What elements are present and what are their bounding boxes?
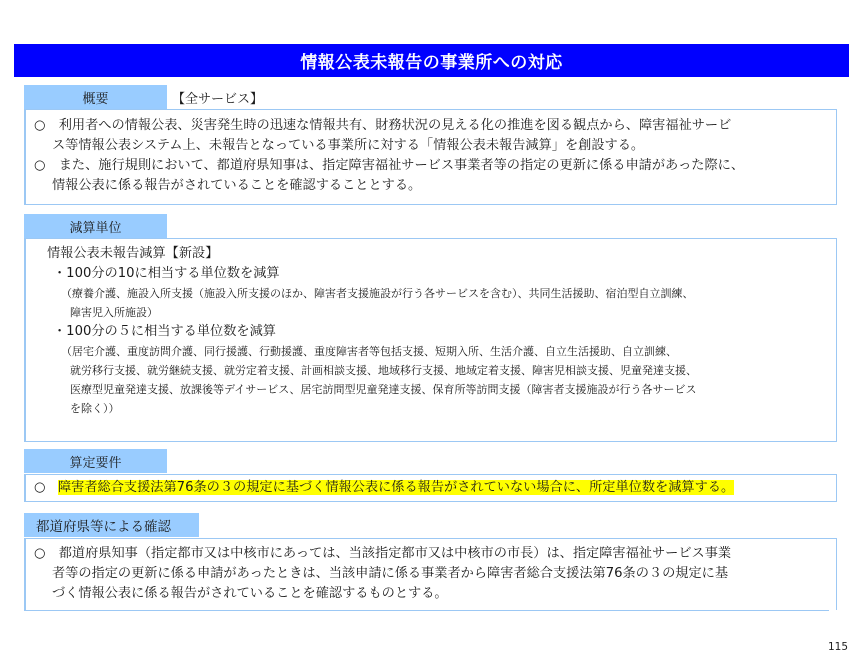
section-tab-requirements: 算定要件 xyxy=(24,449,167,473)
reduction-unit-box xyxy=(24,238,837,442)
reduction-item2-line: （居宅介護、重度訪問介護、同行援護、行動援護、重度障害者等包括支援、短期入所、生活介護、自立生活援助、自立訓練、 xyxy=(61,345,677,358)
prefecture-check-box xyxy=(24,538,837,610)
page-number: 115 xyxy=(827,641,848,653)
reduction-item2-title: ・100分の５に相当する単位数を減算 xyxy=(53,324,276,339)
section-tab-overview: 概要 xyxy=(24,85,167,109)
prefecture-check-line: ○ 都道府県知事（指定都市又は中核市にあっては、当該指定都市又は中核市の市長）は、指定障害福祉サービス事業 xyxy=(34,546,732,561)
section-tab-reduction-unit: 減算単位 xyxy=(24,214,167,238)
requirements-text: 障害者総合支援法第76条の３の規定に基づく情報公表に係る報告がされていない場合に、所定単位数を減算する。 xyxy=(58,480,735,495)
prefecture-check-line: づく情報公表に係る報告がされていることを確認するものとする。 xyxy=(52,586,448,601)
bullet-circle: ○ xyxy=(34,480,46,495)
overview-box xyxy=(24,109,837,205)
section-tab-prefecture-check: 都道府県等による確認 xyxy=(24,513,199,537)
prefecture-box-bottom-border xyxy=(24,610,829,611)
overview-line: ○ 利用者への情報公表、災害発生時の迅速な情報共有、財務状況の見える化の推進を図る観点から、障害福祉サービ xyxy=(34,118,732,133)
overview-line: 情報公表に係る報告がされていることを確認することとする。 xyxy=(52,178,422,193)
reduction-item1-line: 障害児入所施設） xyxy=(70,306,158,319)
overview-line: ス等情報公表システム上、未報告となっている事業所に対する「情報公表未報告減算」を創設する。 xyxy=(52,138,645,153)
reduction-item1-line: （療養介護、施設入所支援（施設入所支援のほか、障害者支援施設が行う各サービスを含む）、共同生活援助、宿泊型自立訓練、 xyxy=(61,287,694,300)
page-title: 情報公表未報告の事業所への対応 xyxy=(14,44,849,77)
reduction-item2-line: を除く）） xyxy=(70,402,120,415)
scope-label: 【全サービス】 xyxy=(172,92,264,107)
reduction-item1-title: ・100分の10に相当する単位数を減算 xyxy=(53,266,280,281)
prefecture-check-line: 者等の指定の更新に係る申請があったときは、当該申請に係る事業者から障害者総合支援法第76条の３の規定に基 xyxy=(52,566,729,581)
reduction-heading: 情報公表未報告減算【新設】 xyxy=(47,246,219,261)
requirements-box xyxy=(24,474,837,502)
reduction-item2-line: 就労移行支援、就労継続支援、就労定着支援、計画相談支援、地域移行支援、地域定着支援、障害児相談支援、児童発達支援、 xyxy=(70,364,697,377)
overview-line: ○ また、施行規則において、都道府県知事は、指定障害福祉サービス事業者等の指定の更新に係る申請があった際に、 xyxy=(34,158,745,173)
reduction-item2-line: 医療型児童発達支援、放課後等デイサービス、居宅訪問型児童発達支援、保育所等訪問支援（障害者支援施設が行う各サービス xyxy=(70,383,697,396)
